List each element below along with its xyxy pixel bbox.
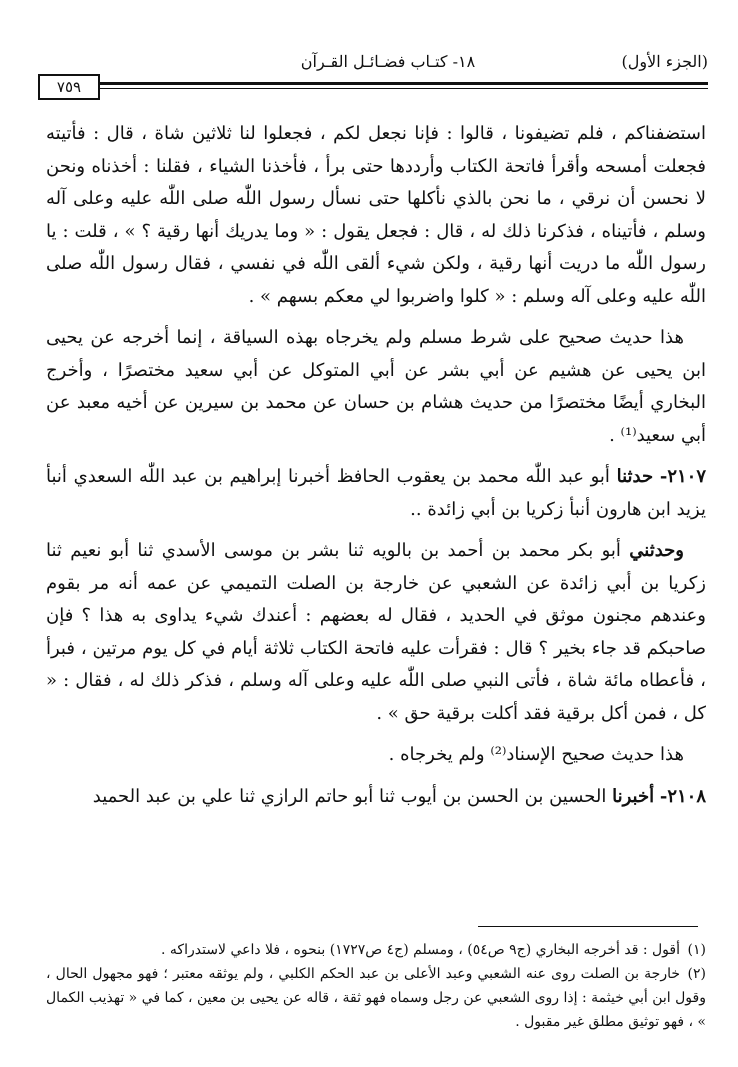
footnote-mark: (٢) bbox=[687, 966, 706, 982]
chapter-title: ١٨- كتـاب فضـائـل القـرآن bbox=[300, 52, 476, 71]
header-rule-thin bbox=[100, 88, 708, 89]
paragraph-text: هذا حديث صحيح الإسناد⁽²⁾ ولم يخرجاه . bbox=[388, 744, 684, 765]
paragraph-text: هذا حديث صحيح على شرط مسلم ولم يخرجاه بهذه السياقة ، إنما أخرجه عن يحيى ابن يحيى عن هشيم عن أبي بشر عن أبي المتوكل عن أبي سعيد مختصرًا ، وأخرج البخاري أيضًا مختصرًا من حديث هشام بن حسان عن محمد بن سيرين عن أخيه معبد عن أبي سعيد⁽¹⁾ . bbox=[46, 327, 706, 446]
volume-label: (الجزء الأول) bbox=[621, 52, 708, 71]
paragraph bbox=[46, 739, 706, 772]
footnotes bbox=[46, 938, 706, 1034]
paragraph-text: الحسين بن الحسن بن أيوب ثنا أبو حاتم الرازي ثنا علي بن عبد الحميد bbox=[92, 785, 607, 807]
paragraph-text: أبو بكر محمد بن أحمد بن بالويه ثنا بشر بن موسى الأسدي ثنا أبو نعيم ثنا زكريا بن أبي زائدة عن الشعبي عن خارجة بن الصلت التميمي عن عمه أنه مر بقوم وعندهم مجنون موثق في الحديد ، فقال له بعضهم : أعندك شيء يداوى به هذا ؟ فإن صاحبكم قد جاء بخير ؟ قال : فقرأت عليه فاتحة الكتاب ثلاثة أيام في كل يوم مرتين ، فبرأ ، فأعطاه مائة شاة ، فأتى النبي صلى اللّٰه عليه وعلى آله وسلم ، فذكر ذلك له ، فقال : « كل ، فمن أكل برقية فقد أكلت برقية حق » . bbox=[46, 540, 706, 724]
footnote bbox=[46, 938, 706, 962]
hadith-number: ٢١٠٨- bbox=[659, 785, 706, 807]
hadith-number: ٢١٠٧- bbox=[659, 466, 706, 487]
footnote-mark: (١) bbox=[687, 942, 706, 958]
page-number: ٧٥٩ bbox=[38, 74, 100, 100]
hadith-entry bbox=[46, 781, 706, 814]
footnote-text: أقول : قد أخرجه البخاري (ج٩ ص٥٤) ، ومسلم (ج٤ ص١٧٢٧) بنحوه ، فلا داعي لاستدراكه . bbox=[161, 942, 680, 958]
footnote-text: خارجة بن الصلت روى عنه الشعبي وعبد الأعلى بن عبد الحكم الكلبي ، ولم يوثقه معتبر ؛ فهو مجهول الحال ، وقول ابن أبي خيثمة : إذا روى الشعبي عن رجل وسماه فهو ثقة ، قاله عن يحيى بن معين ، كما في « تهذيب الكمال » ، فهو توثيق مطلق غير مقبول . bbox=[46, 966, 706, 1030]
hadith-lead-word: أخبرنا bbox=[612, 785, 655, 807]
paragraph bbox=[46, 118, 706, 313]
paragraph bbox=[46, 535, 706, 730]
main-text bbox=[46, 118, 706, 822]
hadith-lead-word: وحدثني bbox=[629, 540, 684, 561]
hadith-lead-word: حدثنا bbox=[616, 466, 654, 487]
paragraph-text: أبو عبد اللّٰه محمد بن يعقوب الحافظ أخبرنا إبراهيم بن عبد اللّٰه السعدي أنبأ يزيد ابن هارون أنبأ زكريا بن أبي زائدة .. bbox=[46, 466, 706, 520]
header-rule-thick bbox=[100, 82, 708, 85]
footnote bbox=[46, 962, 706, 1034]
page-header bbox=[38, 52, 708, 96]
paragraph-text: استضفناكم ، فلم تضيفونا ، قالوا : فإنا نجعل لكم ، فجعلوا لنا ثلاثين شاة ، قال : فأتيته فجعلت أمسحه وأقرأ فاتحة الكتاب وأرددها حتى برأ ، فأخذنا الشياء ، فقلنا : أخذناه ونحن لا نحسن أن نرقي ، ما نحن بالذي نأكلها حتى نسأل رسول اللّٰه صلى اللّٰه عليه وعلى آله وسلم ، فأتيناه ، فذكرنا ذلك له ، قال : فجعل يقول : « وما يدريك أنها رقية ؟ » ، قلت : يا رسول اللّٰه ما دريت أنها رقية ، ولكن شيء ألقى اللّٰه في نفسي ، فقال رسول اللّٰه صلى اللّٰه عليه وعلى آله وسلم : « كلوا واضربوا لي معكم بسهم » . bbox=[46, 123, 706, 307]
paragraph bbox=[46, 322, 706, 452]
footnote-separator bbox=[478, 926, 698, 927]
hadith-entry bbox=[46, 461, 706, 526]
